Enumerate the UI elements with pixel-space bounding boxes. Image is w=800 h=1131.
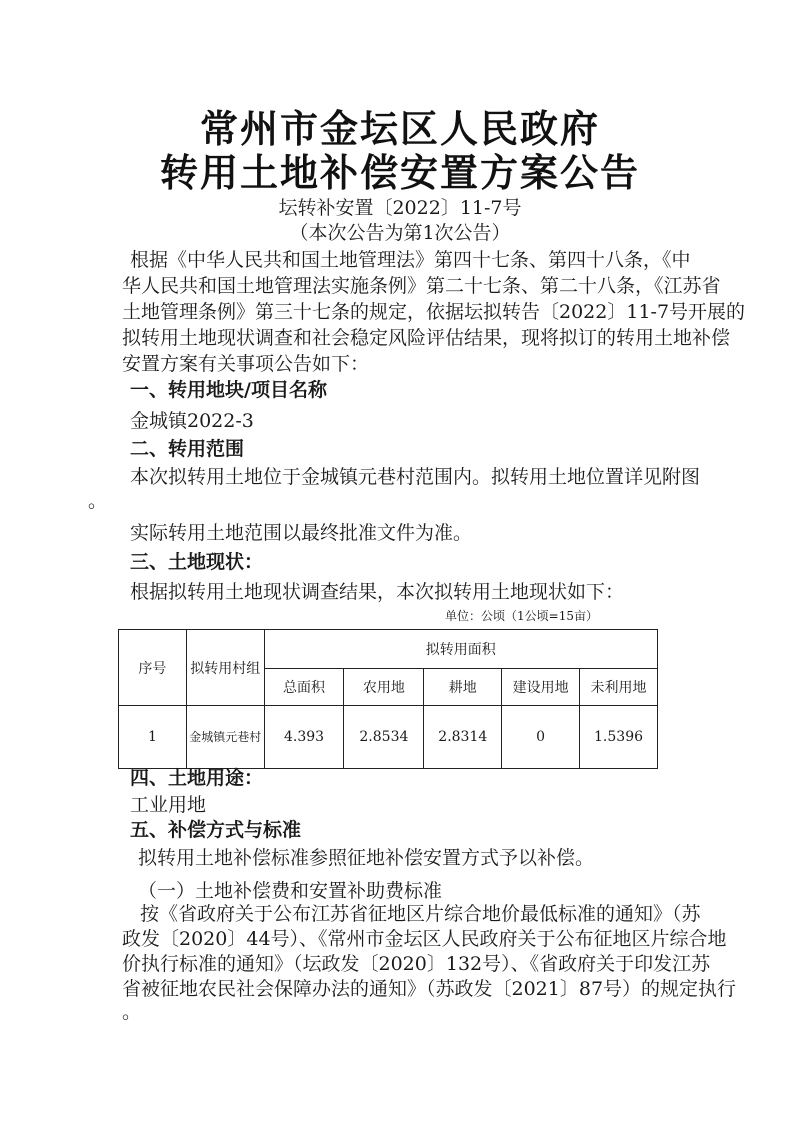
cell-index: 1	[119, 706, 187, 769]
section-3-heading: 三、土地现状：	[130, 551, 264, 573]
section-5-sub1-line-3: 价执行标准的通知》（坛政发〔2020〕132号）、《省政府关于印发江苏	[122, 953, 711, 975]
header-village: 拟转用村组	[186, 630, 264, 706]
cell-agricultural-land: 2.8534	[344, 706, 424, 769]
section-4-content: 工业用地	[130, 794, 207, 816]
section-5-sub1-line-4: 省被征地农民社会保障办法的通知》（苏政发〔2021〕87号）的规定执行	[122, 978, 737, 1000]
section-5-sub1-line-5: 。	[122, 1001, 142, 1023]
header-construction-land: 建设用地	[502, 669, 580, 706]
section-5-heading: 五、补偿方式与标准	[130, 819, 302, 841]
intro-line-2: 华人民共和国土地管理法实施条例》第二十七条、第二十八条，《江苏省	[122, 275, 721, 297]
section-5-content: 拟转用土地补偿标准参照征地补偿安置方式予以补偿。	[138, 847, 595, 869]
section-5-sub1-heading: （一）土地补偿费和安置补助费标准	[138, 880, 443, 902]
section-3-content: 根据拟转用土地现状调查结果，本次拟转用土地现状如下：	[130, 581, 625, 603]
cell-unused-land: 1.5396	[580, 706, 658, 769]
section-5-sub1-line-2: 政发〔2020〕44号）、《常州市金坛区人民政府关于公布征地区片综合地	[122, 928, 727, 950]
header-unused-land: 未利用地	[580, 669, 658, 706]
header-total-area: 总面积	[264, 669, 344, 706]
intro-line-1: 根据《中华人民共和国土地管理法》第四十七条、第四十八条，《中	[130, 249, 691, 271]
cell-total-area: 4.393	[264, 706, 344, 769]
section-2-heading: 二、转用范围	[130, 438, 245, 460]
table-row	[119, 706, 658, 769]
cell-village: 金城镇元巷村	[186, 706, 264, 769]
section-2-line-1: 本次拟转用土地位于金城镇元巷村范围内。拟转用土地位置详见附图	[130, 466, 701, 488]
section-5-sub1-line-1: 按《省政府关于公布江苏省征地区片综合地价最低标准的通知》（苏	[140, 903, 701, 925]
cell-construction-land: 0	[502, 706, 580, 769]
notice-index: （本次公告为第1次公告）	[289, 222, 511, 244]
land-status-table	[118, 629, 658, 769]
unit-note: 单位：公顷（1公顷=15亩）	[445, 609, 598, 623]
intro-line-5: 安置方案有关事项公告如下：	[122, 353, 370, 375]
header-arable-land: 耕地	[424, 669, 502, 706]
header-agricultural-land: 农用地	[344, 669, 424, 706]
header-index: 序号	[119, 630, 187, 706]
doc-number: 坛转补安置〔2022〕11-7号	[278, 197, 522, 219]
cell-arable-land: 2.8314	[424, 706, 502, 769]
section-1-heading: 一、转用地块/项目名称	[130, 379, 327, 401]
intro-line-3: 土地管理条例》第三十七条的规定，依据坛拟转告〔2022〕11-7号开展的	[122, 301, 746, 323]
title-line-1: 常州市金坛区人民政府	[199, 107, 600, 151]
section-2-line-1-tail: 。	[88, 490, 108, 512]
section-1-content: 金城镇2022-3	[130, 410, 254, 432]
header-area-group: 拟转用面积	[264, 630, 657, 669]
section-2-line-2: 实际转用土地范围以最终批准文件为准。	[130, 522, 473, 544]
title-line-2: 转用土地补偿安置方案公告	[159, 151, 640, 195]
section-4-heading: 四、土地用途：	[130, 767, 264, 789]
intro-line-4: 拟转用土地现状调查和社会稳定风险评估结果，现将拟订的转用土地补偿	[122, 327, 731, 349]
